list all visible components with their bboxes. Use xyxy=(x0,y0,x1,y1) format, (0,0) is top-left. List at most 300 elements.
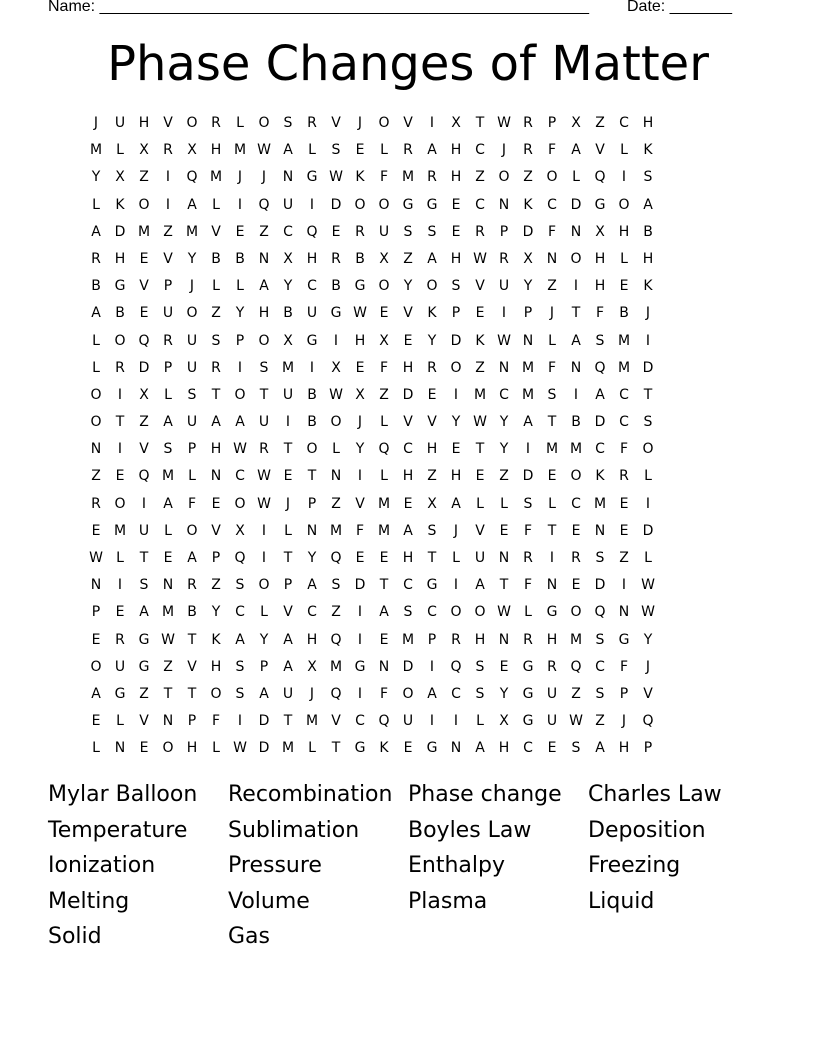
grid-letter[interactable]: O xyxy=(186,305,198,322)
grid-letter[interactable]: T xyxy=(475,115,485,131)
grid-letter[interactable]: O xyxy=(90,414,102,431)
grid-letter[interactable]: R xyxy=(451,631,461,648)
grid-letter[interactable]: A xyxy=(91,305,101,322)
grid-letter[interactable]: D xyxy=(570,196,582,213)
grid-letter[interactable]: C xyxy=(355,713,365,730)
grid-letter[interactable]: M xyxy=(281,740,295,757)
grid-letter[interactable]: C xyxy=(403,577,413,594)
grid-letter[interactable]: D xyxy=(642,359,654,376)
grid-letter[interactable]: W xyxy=(257,468,271,485)
grid-letter[interactable]: L xyxy=(332,441,340,458)
grid-letter[interactable]: D xyxy=(114,223,126,240)
grid-letter[interactable]: X xyxy=(379,332,389,349)
grid-letter[interactable]: A xyxy=(427,250,437,267)
grid-letter[interactable]: M xyxy=(305,713,319,730)
grid-letter[interactable]: S xyxy=(211,332,221,349)
grid-letter[interactable]: B xyxy=(619,305,629,322)
grid-letter[interactable]: R xyxy=(115,359,125,376)
grid-letter[interactable]: E xyxy=(619,278,629,295)
grid-letter[interactable]: G xyxy=(618,631,630,648)
grid-letter[interactable]: P xyxy=(547,115,557,131)
grid-letter[interactable]: V xyxy=(163,115,173,131)
grid-letter[interactable]: Q xyxy=(330,685,342,702)
grid-letter[interactable]: H xyxy=(450,468,462,485)
grid-letter[interactable]: G xyxy=(426,196,438,213)
grid-letter[interactable]: I xyxy=(549,550,555,566)
grid-letter[interactable]: Z xyxy=(571,685,581,702)
grid-letter[interactable]: Z xyxy=(475,169,485,186)
grid-letter[interactable]: V xyxy=(211,522,221,539)
grid-letter[interactable]: Q xyxy=(330,550,342,566)
grid-letter[interactable]: L xyxy=(476,713,484,730)
grid-letter[interactable]: M xyxy=(473,386,487,403)
grid-letter[interactable]: O xyxy=(450,604,462,621)
grid-letter[interactable]: Z xyxy=(499,468,509,485)
grid-letter[interactable]: Z xyxy=(379,386,389,403)
grid-letter[interactable]: V xyxy=(475,278,485,295)
grid-letter[interactable]: X xyxy=(115,169,125,186)
grid-letter[interactable]: C xyxy=(427,604,437,621)
grid-letter[interactable]: E xyxy=(427,386,437,403)
grid-letter[interactable]: O xyxy=(402,685,414,702)
grid-letter[interactable]: B xyxy=(283,305,293,322)
grid-letter[interactable]: A xyxy=(283,631,293,648)
grid-letter[interactable]: P xyxy=(91,604,101,621)
grid-letter[interactable]: W xyxy=(257,142,271,159)
grid-letter[interactable]: G xyxy=(522,685,534,702)
grid-letter[interactable]: A xyxy=(427,685,437,702)
grid-letter[interactable]: E xyxy=(403,332,413,349)
grid-letter[interactable]: Q xyxy=(258,196,270,213)
grid-letter[interactable]: J xyxy=(261,169,267,186)
grid-letter[interactable]: K xyxy=(523,196,533,213)
grid-letter[interactable]: D xyxy=(450,332,462,349)
grid-letter[interactable]: F xyxy=(523,522,533,539)
grid-letter[interactable]: I xyxy=(165,169,171,186)
grid-letter[interactable]: Y xyxy=(187,250,197,267)
grid-letter[interactable]: X xyxy=(283,332,293,349)
grid-letter[interactable]: P xyxy=(163,359,173,376)
grid-letter[interactable]: V xyxy=(403,414,413,431)
grid-letter[interactable]: M xyxy=(329,658,343,675)
grid-letter[interactable]: T xyxy=(187,631,197,648)
grid-letter[interactable]: U xyxy=(162,305,174,322)
grid-letter[interactable]: L xyxy=(620,142,628,159)
grid-letter[interactable]: I xyxy=(165,196,171,213)
grid-letter[interactable]: P xyxy=(643,740,653,757)
grid-letter[interactable]: U xyxy=(546,685,558,702)
grid-letter[interactable]: W xyxy=(497,604,511,621)
grid-letter[interactable]: I xyxy=(429,115,435,131)
grid-letter[interactable]: O xyxy=(186,115,198,131)
grid-letter[interactable]: I xyxy=(237,713,243,730)
grid-letter[interactable]: J xyxy=(549,305,555,322)
grid-letter[interactable]: V xyxy=(643,685,653,702)
grid-letter[interactable]: C xyxy=(595,441,605,458)
grid-letter[interactable]: R xyxy=(427,359,437,376)
grid-letter[interactable]: K xyxy=(115,196,125,213)
grid-letter[interactable]: A xyxy=(451,495,461,512)
grid-letter[interactable]: I xyxy=(237,196,243,213)
grid-letter[interactable]: I xyxy=(621,577,627,594)
grid-letter[interactable]: I xyxy=(117,441,123,458)
grid-letter[interactable]: S xyxy=(283,115,293,131)
grid-letter[interactable]: I xyxy=(525,441,531,458)
grid-letter[interactable]: M xyxy=(545,441,559,458)
grid-letter[interactable]: S xyxy=(427,522,437,539)
grid-letter[interactable]: J xyxy=(621,713,627,730)
grid-letter[interactable]: G xyxy=(114,278,126,295)
grid-letter[interactable]: P xyxy=(259,658,269,675)
grid-letter[interactable]: I xyxy=(117,386,123,403)
grid-letter[interactable]: H xyxy=(306,631,318,648)
grid-letter[interactable]: L xyxy=(500,495,508,512)
grid-letter[interactable]: G xyxy=(354,658,366,675)
grid-letter[interactable]: V xyxy=(163,250,173,267)
grid-letter[interactable]: I xyxy=(453,713,459,730)
grid-letter[interactable]: W xyxy=(473,250,487,267)
grid-letter[interactable]: E xyxy=(91,522,101,539)
grid-letter[interactable]: E xyxy=(355,142,365,159)
grid-letter[interactable]: O xyxy=(378,278,390,295)
grid-letter[interactable]: E xyxy=(475,305,485,322)
grid-letter[interactable]: T xyxy=(115,414,125,431)
grid-letter[interactable]: R xyxy=(523,142,533,159)
grid-letter[interactable]: N xyxy=(378,658,390,675)
grid-letter[interactable]: X xyxy=(331,359,341,376)
grid-letter[interactable]: O xyxy=(546,169,558,186)
grid-letter[interactable]: H xyxy=(186,740,198,757)
grid-letter[interactable]: T xyxy=(259,386,269,403)
grid-letter[interactable]: A xyxy=(163,495,173,512)
grid-letter[interactable]: R xyxy=(427,169,437,186)
grid-letter[interactable]: J xyxy=(357,414,363,431)
grid-letter[interactable]: R xyxy=(91,250,101,267)
grid-letter[interactable]: C xyxy=(283,223,293,240)
grid-letter[interactable]: X xyxy=(355,386,365,403)
grid-letter[interactable]: G xyxy=(594,196,606,213)
grid-letter[interactable]: H xyxy=(450,250,462,267)
grid-letter[interactable]: S xyxy=(475,685,485,702)
grid-letter[interactable]: E xyxy=(379,550,389,566)
grid-letter[interactable]: I xyxy=(453,577,459,594)
grid-letter[interactable]: Y xyxy=(259,631,269,648)
grid-letter[interactable]: M xyxy=(617,359,631,376)
grid-letter[interactable]: N xyxy=(306,522,318,539)
grid-letter[interactable]: V xyxy=(475,522,485,539)
grid-letter[interactable]: A xyxy=(379,604,389,621)
grid-letter[interactable]: L xyxy=(476,495,484,512)
grid-letter[interactable]: S xyxy=(139,577,149,594)
grid-letter[interactable]: Z xyxy=(163,223,173,240)
grid-letter[interactable]: E xyxy=(331,223,341,240)
grid-letter[interactable]: Y xyxy=(211,604,221,621)
grid-letter[interactable]: V xyxy=(403,115,413,131)
word-search-grid[interactable] xyxy=(84,110,732,763)
grid-letter[interactable]: B xyxy=(211,250,221,267)
grid-letter[interactable]: R xyxy=(211,115,221,131)
grid-letter[interactable]: U xyxy=(138,522,150,539)
grid-letter[interactable]: N xyxy=(498,196,510,213)
grid-letter[interactable]: I xyxy=(309,196,315,213)
grid-letter[interactable]: S xyxy=(451,278,461,295)
grid-letter[interactable]: L xyxy=(308,740,316,757)
grid-letter[interactable]: A xyxy=(283,658,293,675)
grid-letter[interactable]: A xyxy=(571,332,581,349)
grid-letter[interactable]: L xyxy=(116,713,124,730)
grid-letter[interactable]: A xyxy=(187,196,197,213)
grid-letter[interactable]: R xyxy=(187,577,197,594)
grid-letter[interactable]: A xyxy=(163,414,173,431)
grid-letter[interactable]: E xyxy=(355,550,365,566)
grid-letter[interactable]: U xyxy=(378,223,390,240)
grid-letter[interactable]: E xyxy=(499,658,509,675)
grid-letter[interactable]: D xyxy=(258,740,270,757)
grid-letter[interactable]: E xyxy=(355,359,365,376)
grid-letter[interactable]: M xyxy=(377,495,391,512)
grid-letter[interactable]: L xyxy=(380,468,388,485)
grid-letter[interactable]: N xyxy=(618,604,630,621)
grid-letter[interactable]: L xyxy=(260,604,268,621)
grid-letter[interactable]: S xyxy=(259,359,269,376)
grid-letter[interactable]: D xyxy=(522,468,534,485)
grid-letter[interactable]: J xyxy=(645,658,651,675)
grid-letter[interactable]: O xyxy=(114,332,126,349)
grid-letter[interactable]: L xyxy=(212,196,220,213)
grid-letter[interactable]: Y xyxy=(499,685,509,702)
grid-letter[interactable]: I xyxy=(141,495,147,512)
grid-letter[interactable]: N xyxy=(90,577,102,594)
grid-letter[interactable]: B xyxy=(235,250,245,267)
grid-letter[interactable]: O xyxy=(330,414,342,431)
grid-letter[interactable]: T xyxy=(379,577,389,594)
grid-letter[interactable]: H xyxy=(354,332,366,349)
grid-letter[interactable]: I xyxy=(285,414,291,431)
grid-letter[interactable]: Q xyxy=(234,550,246,566)
grid-letter[interactable]: N xyxy=(546,250,558,267)
grid-letter[interactable]: N xyxy=(570,223,582,240)
grid-letter[interactable]: C xyxy=(451,685,461,702)
grid-letter[interactable]: C xyxy=(235,468,245,485)
grid-letter[interactable]: Z xyxy=(211,577,221,594)
grid-letter[interactable]: K xyxy=(427,305,437,322)
grid-letter[interactable]: S xyxy=(403,223,413,240)
grid-letter[interactable]: F xyxy=(379,359,389,376)
grid-letter[interactable]: N xyxy=(162,577,174,594)
grid-letter[interactable]: O xyxy=(498,169,510,186)
grid-letter[interactable]: P xyxy=(235,332,245,349)
grid-letter[interactable]: D xyxy=(354,577,366,594)
grid-letter[interactable]: S xyxy=(187,386,197,403)
grid-letter[interactable]: T xyxy=(475,441,485,458)
grid-letter[interactable]: Z xyxy=(139,414,149,431)
grid-letter[interactable]: L xyxy=(548,332,556,349)
grid-letter[interactable]: W xyxy=(329,386,343,403)
grid-letter[interactable]: I xyxy=(645,495,651,512)
grid-letter[interactable]: R xyxy=(163,142,173,159)
grid-letter[interactable]: E xyxy=(235,223,245,240)
grid-letter[interactable]: T xyxy=(307,468,317,485)
grid-letter[interactable]: Q xyxy=(594,604,606,621)
grid-letter[interactable]: Y xyxy=(307,550,317,566)
grid-letter[interactable]: H xyxy=(402,550,414,566)
grid-letter[interactable]: R xyxy=(619,468,629,485)
grid-letter[interactable]: L xyxy=(644,468,652,485)
grid-letter[interactable]: M xyxy=(281,359,295,376)
grid-letter[interactable]: D xyxy=(594,577,606,594)
grid-letter[interactable]: M xyxy=(89,142,103,159)
grid-letter[interactable]: D xyxy=(522,223,534,240)
grid-letter[interactable]: E xyxy=(115,604,125,621)
grid-letter[interactable]: S xyxy=(403,604,413,621)
grid-letter[interactable]: W xyxy=(641,577,655,594)
grid-letter[interactable]: Q xyxy=(138,332,150,349)
grid-letter[interactable]: K xyxy=(643,142,653,159)
grid-letter[interactable]: A xyxy=(211,414,221,431)
grid-letter[interactable]: P xyxy=(451,305,461,322)
grid-letter[interactable]: H xyxy=(474,631,486,648)
grid-letter[interactable]: A xyxy=(571,142,581,159)
grid-letter[interactable]: W xyxy=(353,305,367,322)
grid-letter[interactable]: H xyxy=(210,658,222,675)
grid-letter[interactable]: U xyxy=(186,414,198,431)
grid-letter[interactable]: A xyxy=(595,386,605,403)
grid-letter[interactable]: I xyxy=(573,386,579,403)
grid-letter[interactable]: V xyxy=(427,414,437,431)
grid-letter[interactable]: M xyxy=(377,522,391,539)
grid-letter[interactable]: E xyxy=(139,305,149,322)
grid-letter[interactable]: K xyxy=(355,169,365,186)
grid-letter[interactable]: I xyxy=(117,577,123,594)
grid-letter[interactable]: M xyxy=(401,631,415,648)
grid-letter[interactable]: C xyxy=(571,495,581,512)
grid-letter[interactable]: M xyxy=(401,169,415,186)
grid-letter[interactable]: Q xyxy=(594,359,606,376)
grid-letter[interactable]: W xyxy=(569,713,583,730)
grid-letter[interactable]: R xyxy=(163,332,173,349)
grid-letter[interactable]: S xyxy=(235,658,245,675)
grid-letter[interactable]: W xyxy=(257,495,271,512)
grid-letter[interactable]: C xyxy=(547,196,557,213)
grid-letter[interactable]: M xyxy=(329,522,343,539)
grid-letter[interactable]: O xyxy=(474,604,486,621)
grid-letter[interactable]: U xyxy=(282,386,294,403)
grid-letter[interactable]: X xyxy=(451,115,461,131)
grid-letter[interactable]: R xyxy=(331,250,341,267)
grid-letter[interactable]: D xyxy=(402,386,414,403)
grid-letter[interactable]: L xyxy=(380,414,388,431)
grid-letter[interactable]: Z xyxy=(595,713,605,730)
grid-letter[interactable]: D xyxy=(642,522,654,539)
grid-letter[interactable]: X xyxy=(595,223,605,240)
grid-letter[interactable]: C xyxy=(499,386,509,403)
grid-letter[interactable]: A xyxy=(235,414,245,431)
grid-letter[interactable]: G xyxy=(546,604,558,621)
grid-letter[interactable]: H xyxy=(450,169,462,186)
grid-letter[interactable]: C xyxy=(475,142,485,159)
grid-letter[interactable]: H xyxy=(618,740,630,757)
grid-letter[interactable]: N xyxy=(594,522,606,539)
grid-letter[interactable]: Z xyxy=(523,169,533,186)
grid-letter[interactable]: O xyxy=(306,441,318,458)
grid-letter[interactable]: F xyxy=(379,685,389,702)
grid-letter[interactable]: F xyxy=(547,223,557,240)
name-field[interactable]: Name: _______________________________________________________ xyxy=(48,0,589,15)
grid-letter[interactable]: F xyxy=(547,142,557,159)
grid-letter[interactable]: G xyxy=(522,713,534,730)
grid-letter[interactable]: K xyxy=(379,740,389,757)
grid-letter[interactable]: T xyxy=(283,713,293,730)
grid-letter[interactable]: M xyxy=(569,441,583,458)
grid-letter[interactable]: I xyxy=(309,359,315,376)
grid-letter[interactable]: A xyxy=(523,414,533,431)
grid-letter[interactable]: Z xyxy=(91,468,101,485)
grid-letter[interactable]: U xyxy=(114,658,126,675)
grid-letter[interactable]: A xyxy=(187,550,197,566)
grid-letter[interactable]: R xyxy=(523,550,533,566)
grid-letter[interactable]: Y xyxy=(355,441,365,458)
grid-letter[interactable]: J xyxy=(501,142,507,159)
grid-letter[interactable]: W xyxy=(233,441,247,458)
grid-letter[interactable]: C xyxy=(475,196,485,213)
grid-letter[interactable]: I xyxy=(357,631,363,648)
grid-letter[interactable]: V xyxy=(283,604,293,621)
grid-letter[interactable]: S xyxy=(595,332,605,349)
grid-letter[interactable]: O xyxy=(570,604,582,621)
grid-letter[interactable]: O xyxy=(618,196,630,213)
grid-letter[interactable]: G xyxy=(306,169,318,186)
grid-letter[interactable]: G xyxy=(306,332,318,349)
grid-letter[interactable]: G xyxy=(138,631,150,648)
grid-letter[interactable]: Q xyxy=(642,713,654,730)
grid-letter[interactable]: U xyxy=(306,305,318,322)
grid-letter[interactable]: L xyxy=(572,169,580,186)
grid-letter[interactable]: O xyxy=(210,685,222,702)
grid-letter[interactable]: M xyxy=(521,359,535,376)
grid-letter[interactable]: V xyxy=(331,713,341,730)
grid-letter[interactable]: Z xyxy=(403,250,413,267)
grid-letter[interactable]: H xyxy=(138,115,150,131)
grid-letter[interactable]: R xyxy=(211,359,221,376)
grid-letter[interactable]: R xyxy=(307,115,317,131)
grid-letter[interactable]: B xyxy=(571,414,581,431)
grid-letter[interactable]: Z xyxy=(163,658,173,675)
grid-letter[interactable]: X xyxy=(499,713,509,730)
grid-letter[interactable]: E xyxy=(499,522,509,539)
grid-letter[interactable]: W xyxy=(497,332,511,349)
grid-letter[interactable]: L xyxy=(92,196,100,213)
grid-letter[interactable]: E xyxy=(571,577,581,594)
grid-letter[interactable]: Z xyxy=(427,468,437,485)
grid-letter[interactable]: Z xyxy=(331,604,341,621)
grid-letter[interactable]: V xyxy=(187,658,197,675)
grid-letter[interactable]: H xyxy=(546,631,558,648)
grid-letter[interactable]: V xyxy=(139,278,149,295)
grid-letter[interactable]: R xyxy=(475,223,485,240)
grid-letter[interactable]: I xyxy=(357,468,363,485)
grid-letter[interactable]: R xyxy=(547,658,557,675)
grid-letter[interactable]: Q xyxy=(378,441,390,458)
grid-letter[interactable]: O xyxy=(114,495,126,512)
grid-letter[interactable]: O xyxy=(378,196,390,213)
grid-letter[interactable]: P xyxy=(283,577,293,594)
grid-letter[interactable]: F xyxy=(619,441,629,458)
grid-letter[interactable]: S xyxy=(595,631,605,648)
grid-letter[interactable]: O xyxy=(162,740,174,757)
grid-letter[interactable]: O xyxy=(234,386,246,403)
date-field[interactable]: Date: _______ xyxy=(627,0,732,15)
grid-letter[interactable]: X xyxy=(379,250,389,267)
